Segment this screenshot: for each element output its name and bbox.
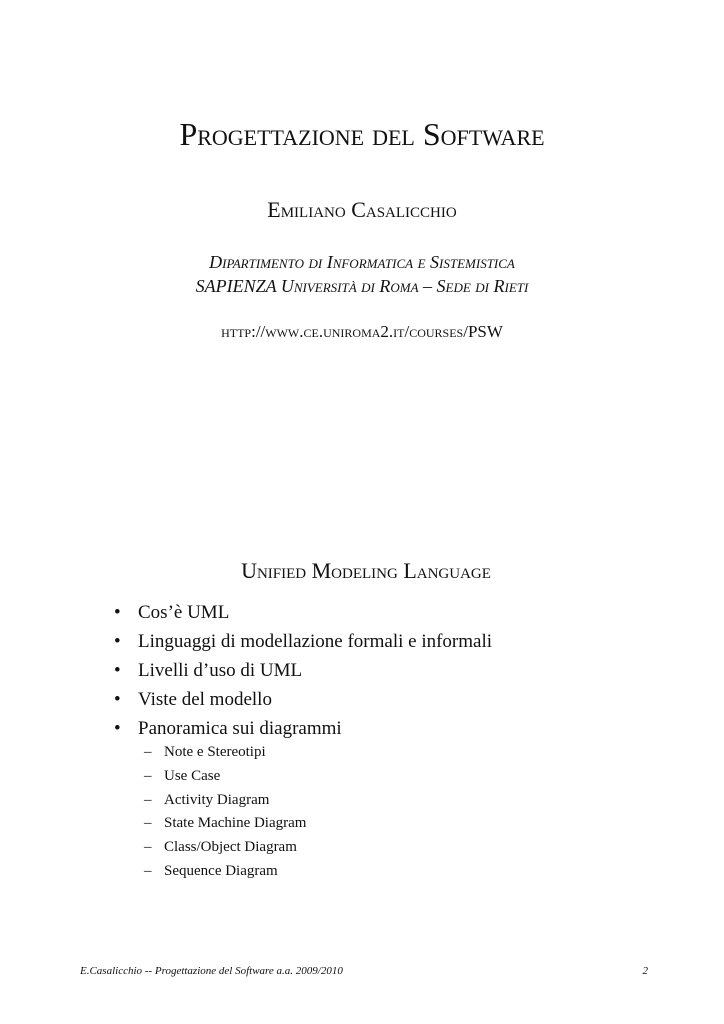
sub-list-item [144, 765, 306, 789]
author-name: Emiliano Casalicchio [267, 197, 457, 222]
document-title: Progettazione del Software [179, 116, 545, 152]
dash-icon: – [144, 839, 152, 856]
list-item-label: Cos’è UML [138, 602, 230, 623]
list-item [114, 714, 492, 743]
sub-list-item [144, 789, 306, 813]
dash-icon: – [144, 815, 152, 832]
list-item [114, 627, 492, 656]
list-item-label: Panoramica sui diagrammi [138, 718, 342, 739]
list-item-label: Linguaggi di modellazione formali e informali [138, 631, 493, 652]
sub-list-item-label: Use Case [164, 767, 221, 784]
dash-icon: – [144, 791, 152, 808]
topic-list [114, 598, 492, 743]
sub-list-item [144, 812, 306, 836]
list-item-label: Viste del modello [138, 689, 272, 710]
bullet-icon: • [114, 718, 121, 739]
list-item [114, 656, 492, 685]
page-number: 2 [642, 965, 648, 977]
course-url: http://www.ce.uniroma2.it/courses/PSW [221, 322, 503, 341]
bullet-icon: • [114, 689, 121, 710]
department-name: Dipartimento di Informatica e Sistemistica [209, 252, 515, 272]
bullet-icon: • [114, 631, 121, 652]
sub-list-item [144, 860, 306, 884]
bullet-icon: • [114, 602, 121, 623]
sub-list-item [144, 836, 306, 860]
list-item [114, 598, 492, 627]
university-name: SAPIENZA Università di Roma – Sede di Rieti [195, 276, 529, 296]
bullet-icon: • [114, 660, 121, 681]
section-title: Unified Modeling Language [241, 558, 491, 583]
list-item-label: Livelli d’uso di UML [138, 660, 303, 681]
sub-list-item-label: Activity Diagram [164, 791, 270, 808]
list-item [114, 685, 492, 714]
diagram-sublist [144, 741, 306, 884]
sub-list-item-label: State Machine Diagram [164, 815, 307, 832]
dash-icon: – [144, 744, 152, 760]
sub-list-item [144, 741, 306, 765]
dash-icon: – [144, 862, 152, 879]
dash-icon: – [144, 767, 152, 784]
sub-list-item-label: Note e Stereotipi [164, 744, 266, 760]
sub-list-item-label: Class/Object Diagram [164, 839, 297, 856]
sub-list-item-label: Sequence Diagram [164, 862, 278, 879]
footer-caption: E.Casalicchio -- Progettazione del Software a.a. 2009/2010 [80, 965, 343, 977]
